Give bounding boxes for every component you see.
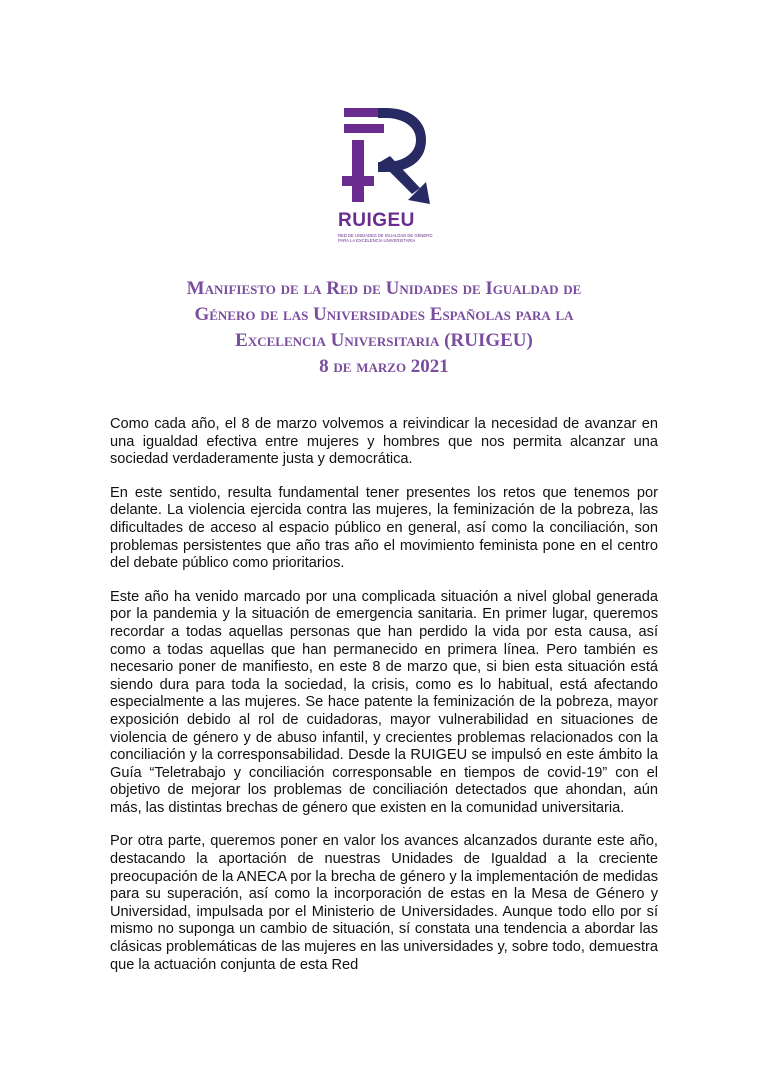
logo-subtitle-line-2: PARA LA EXCELENCIA UNIVERSITARIA <box>338 238 416 243</box>
title-line-1: Manifiesto de la Red de Unidades de Igualdad de <box>186 278 582 299</box>
ruigeu-logo <box>338 100 438 246</box>
paragraph-1: Como cada año, el 8 de marzo volvemos a reivindicar la necesidad de avanzar en una igualdad efectiva entre mujeres y hombres que nos permita alcanzar una sociedad verdaderamente justa y democrática. <box>110 416 658 468</box>
logo-subtitle-line-1: RED DE UNIDADES DE IGUALDAD DE GÉNERO <box>338 233 433 238</box>
title-line-2: Género de las Universidades Españolas para la <box>194 304 574 325</box>
paragraph-2: En este sentido, resulta fundamental tener presentes los retos que tenemos por delante. La violencia ejercida contra las mujeres, la feminización de la pobreza, las dificultades de acceso al espacio público en general, así como la conciliación, son problemas persistentes que año tras año el movimiento feminista pone en el centro del debate público como prioritarios. <box>110 484 658 572</box>
paragraph-4: Por otra parte, queremos poner en valor los avances alcanzados durante este año, destacando la aportación de nuestras Unidades de Igualdad a la creciente preocupación de la ANECA por la brecha de género y la implementación de medidas para su superación, así como la incorporación de estas en la Mesa de Género y Universidad, impulsada por el Ministerio de Universidades. Aunque todo ello por sí mismo no suponga un cambio de situación, sí constata una tendencia a abordar las clásicas problemáticas de las mujeres en las universidades y, sobre todo, demuestra que la actuación conjunta de esta Red <box>110 833 658 973</box>
title-line-4: 8 de marzo 2021 <box>319 356 449 377</box>
logo-name: RUIGEU <box>338 210 415 231</box>
logo-subtitle <box>338 233 432 243</box>
document-title <box>90 276 678 380</box>
ruigeu-emblem-icon <box>338 100 438 208</box>
document-body <box>110 416 658 990</box>
paragraph-3: Este año ha venido marcado por una complicada situación a nivel global generada por la pandemia y la situación de emergencia sanitaria. En primer lugar, queremos recordar a todas aquellas personas que han perdido la vida por esta causa, así como a todas aquellas que han permanecido en primera línea. Pero también es necesario poner de manifiesto, en este 8 de marzo que, si bien esta situación está siendo dura para toda la sociedad, la crisis, como es lo habitual, está afectando especialmente a las mujeres. Se hace patente la feminización de la pobreza, mayor exposición debido al rol de cuidadoras, mayor vulnerabilidad en situaciones de violencia de género y de abuso infantil, y crecientes problemas relacionados con la conciliación y la corresponsabilidad. Desde la RUIGEU se impulsó en este ámbito la Guía “Teletrabajo y conciliación corresponsable en tiempos de covid-19” con el objetivo de mejorar los problemas de conciliación detectados que ahondan, aún más, las distintas brechas de género que existen en la comunidad universitaria. <box>110 588 658 816</box>
title-line-3: Excelencia Universitaria (RUIGEU) <box>235 330 533 351</box>
